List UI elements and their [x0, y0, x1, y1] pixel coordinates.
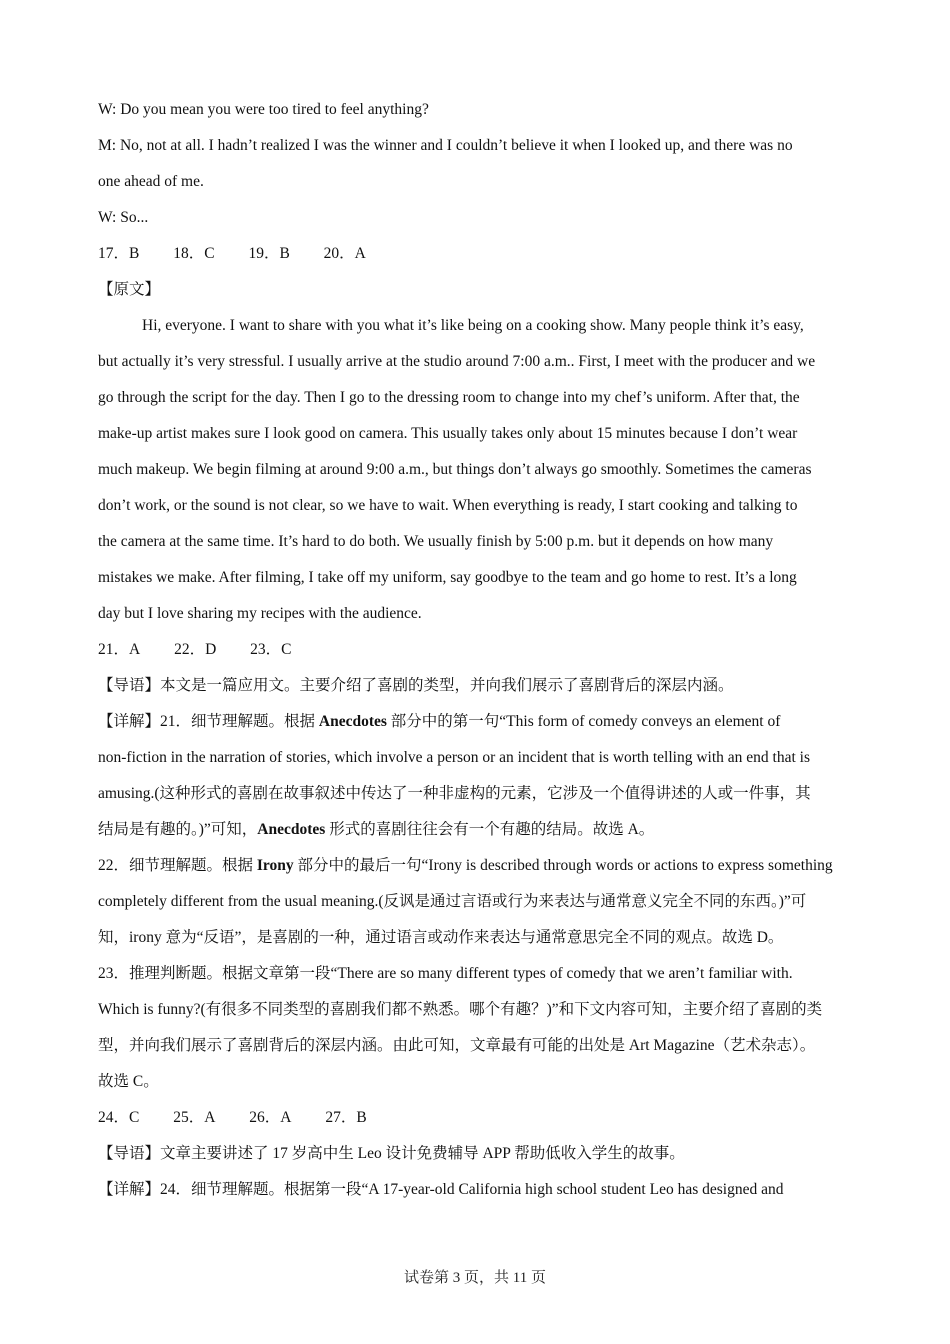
page-footer: 试卷第 3 页，共 11 页 [404, 1270, 546, 1286]
answer-row [98, 632, 853, 668]
explanation-line [98, 812, 853, 848]
text-run: 22．细节理解题。根据 [98, 857, 257, 874]
bold-term: Irony [256, 857, 294, 874]
section-label: 【原文】 [98, 281, 161, 298]
transcript-line: but actually it’s very stressful. I usually arrive at the studio around 7:00 a.m.. First, I meet with the producer and we [98, 353, 816, 370]
intro-line: 【导语】本文是一篇应用文。主要介绍了喜剧的类型，并向我们展示了喜剧背后的深层内涵。 [98, 677, 734, 694]
transcript-line: mistakes we make. After filming, I take off my uniform, say goodbye to the team and go home to rest. It’s a long [98, 569, 797, 586]
text-run: 部分中的第一句“This form of comedy conveys an element of [386, 713, 781, 730]
answer-row [98, 1100, 853, 1136]
answer-item: 18．C [173, 245, 215, 262]
transcript-line: make-up artist makes sure I look good on camera. This usually takes only about 15 minutes because I don’t wear [98, 425, 798, 442]
page-content [98, 92, 853, 1208]
answer-item: 21．A [98, 641, 141, 658]
answer-item: 19．B [248, 245, 290, 262]
answer-item: 20．A [323, 245, 366, 262]
transcript-line: day but I love sharing my recipes with the audience. [98, 605, 422, 622]
transcript-line: much makeup. We begin filming at around 9:00 a.m., but things don’t always go smoothly. Sometimes the cameras [98, 461, 812, 478]
explanation-line: non-fiction in the narration of stories, which involve a person or an incident that is worth telling with an end that is [98, 749, 810, 766]
explanation-line: completely different from the usual meaning.(反讽是通过言语或行为来表达与通常意义完全不同的东西。)”可 [98, 893, 807, 910]
dialogue-line: one ahead of me. [98, 173, 204, 190]
dialogue-line: W: Do you mean you were too tired to feel anything? [98, 101, 429, 118]
transcript-line: Hi, everyone. I want to share with you what it’s like being on a cooking show. Many people think it’s easy, [142, 317, 804, 334]
answer-item: 27．B [325, 1109, 367, 1126]
answer-item: 17．B [98, 245, 140, 262]
dialogue-line: M: No, not at all. I hadn’t realized I was the winner and I couldn’t believe it when I looked up, and there was no [98, 137, 793, 154]
transcript-line: the camera at the same time. It’s hard to do both. We usually finish by 5:00 p.m. but it depends on how many [98, 533, 774, 550]
explanation-line: 故选 C。 [98, 1073, 159, 1090]
text-run: 形式的喜剧往往会有一个有趣的结局。故选 A。 [325, 821, 655, 838]
explanation-line [98, 704, 853, 740]
answer-item: 26．A [249, 1109, 292, 1126]
dialogue-line: W: So... [98, 209, 149, 226]
intro-line: 【导语】文章主要讲述了 17 岁高中生 Leo 设计免费辅导 APP 帮助低收入学生的故事。 [98, 1145, 685, 1162]
explanation-line: 型，并向我们展示了喜剧背后的深层内涵。由此可知，文章最有可能的出处是 Art Magazine（艺术杂志）。 [98, 1037, 816, 1054]
explanation-line: 【详解】24．细节理解题。根据第一段“A 17-year-old California high school student Leo has designed and [98, 1181, 784, 1198]
transcript-line: don’t work, or the sound is not clear, so we have to wait. When everything is ready, I start cooking and talking to [98, 497, 798, 514]
answer-item: 23．C [250, 641, 292, 658]
explanation-line: 23．推理判断题。根据文章第一段“There are so many different types of comedy that we aren’t familiar with. [98, 965, 793, 982]
bold-term: Anecdotes [257, 821, 326, 838]
explanation-line: Which is funny?(有很多不同类型的喜剧我们都不熟悉。哪个有趣？)”和下文内容可知，主要介绍了喜剧的类 [98, 1001, 823, 1018]
answer-item: 24．C [98, 1109, 140, 1126]
answer-item: 25．A [173, 1109, 216, 1126]
text-run: 部分中的最后一句“Irony is described through words or actions to express something [293, 857, 833, 874]
transcript-line: go through the script for the day. Then I go to the dressing room to change into my chef’s uniform. After that, the [98, 389, 800, 406]
explanation-line: 知，irony 意为“反语”，是喜剧的一种，通过语言或动作来表达与通常意思完全不同的观点。故选 D。 [98, 929, 784, 946]
explanation-line [98, 848, 853, 884]
answer-row [98, 236, 853, 272]
bold-term: Anecdotes [318, 713, 387, 730]
explanation-line: amusing.(这种形式的喜剧在故事叙述中传达了一种非虚构的元素，它涉及一个值得讲述的人或一件事，其 [98, 785, 811, 802]
text-run: 结局是有趣的。)”可知， [98, 821, 258, 838]
text-run: 【详解】21．细节理解题。根据 [98, 713, 319, 730]
answer-item: 22．D [174, 641, 217, 658]
